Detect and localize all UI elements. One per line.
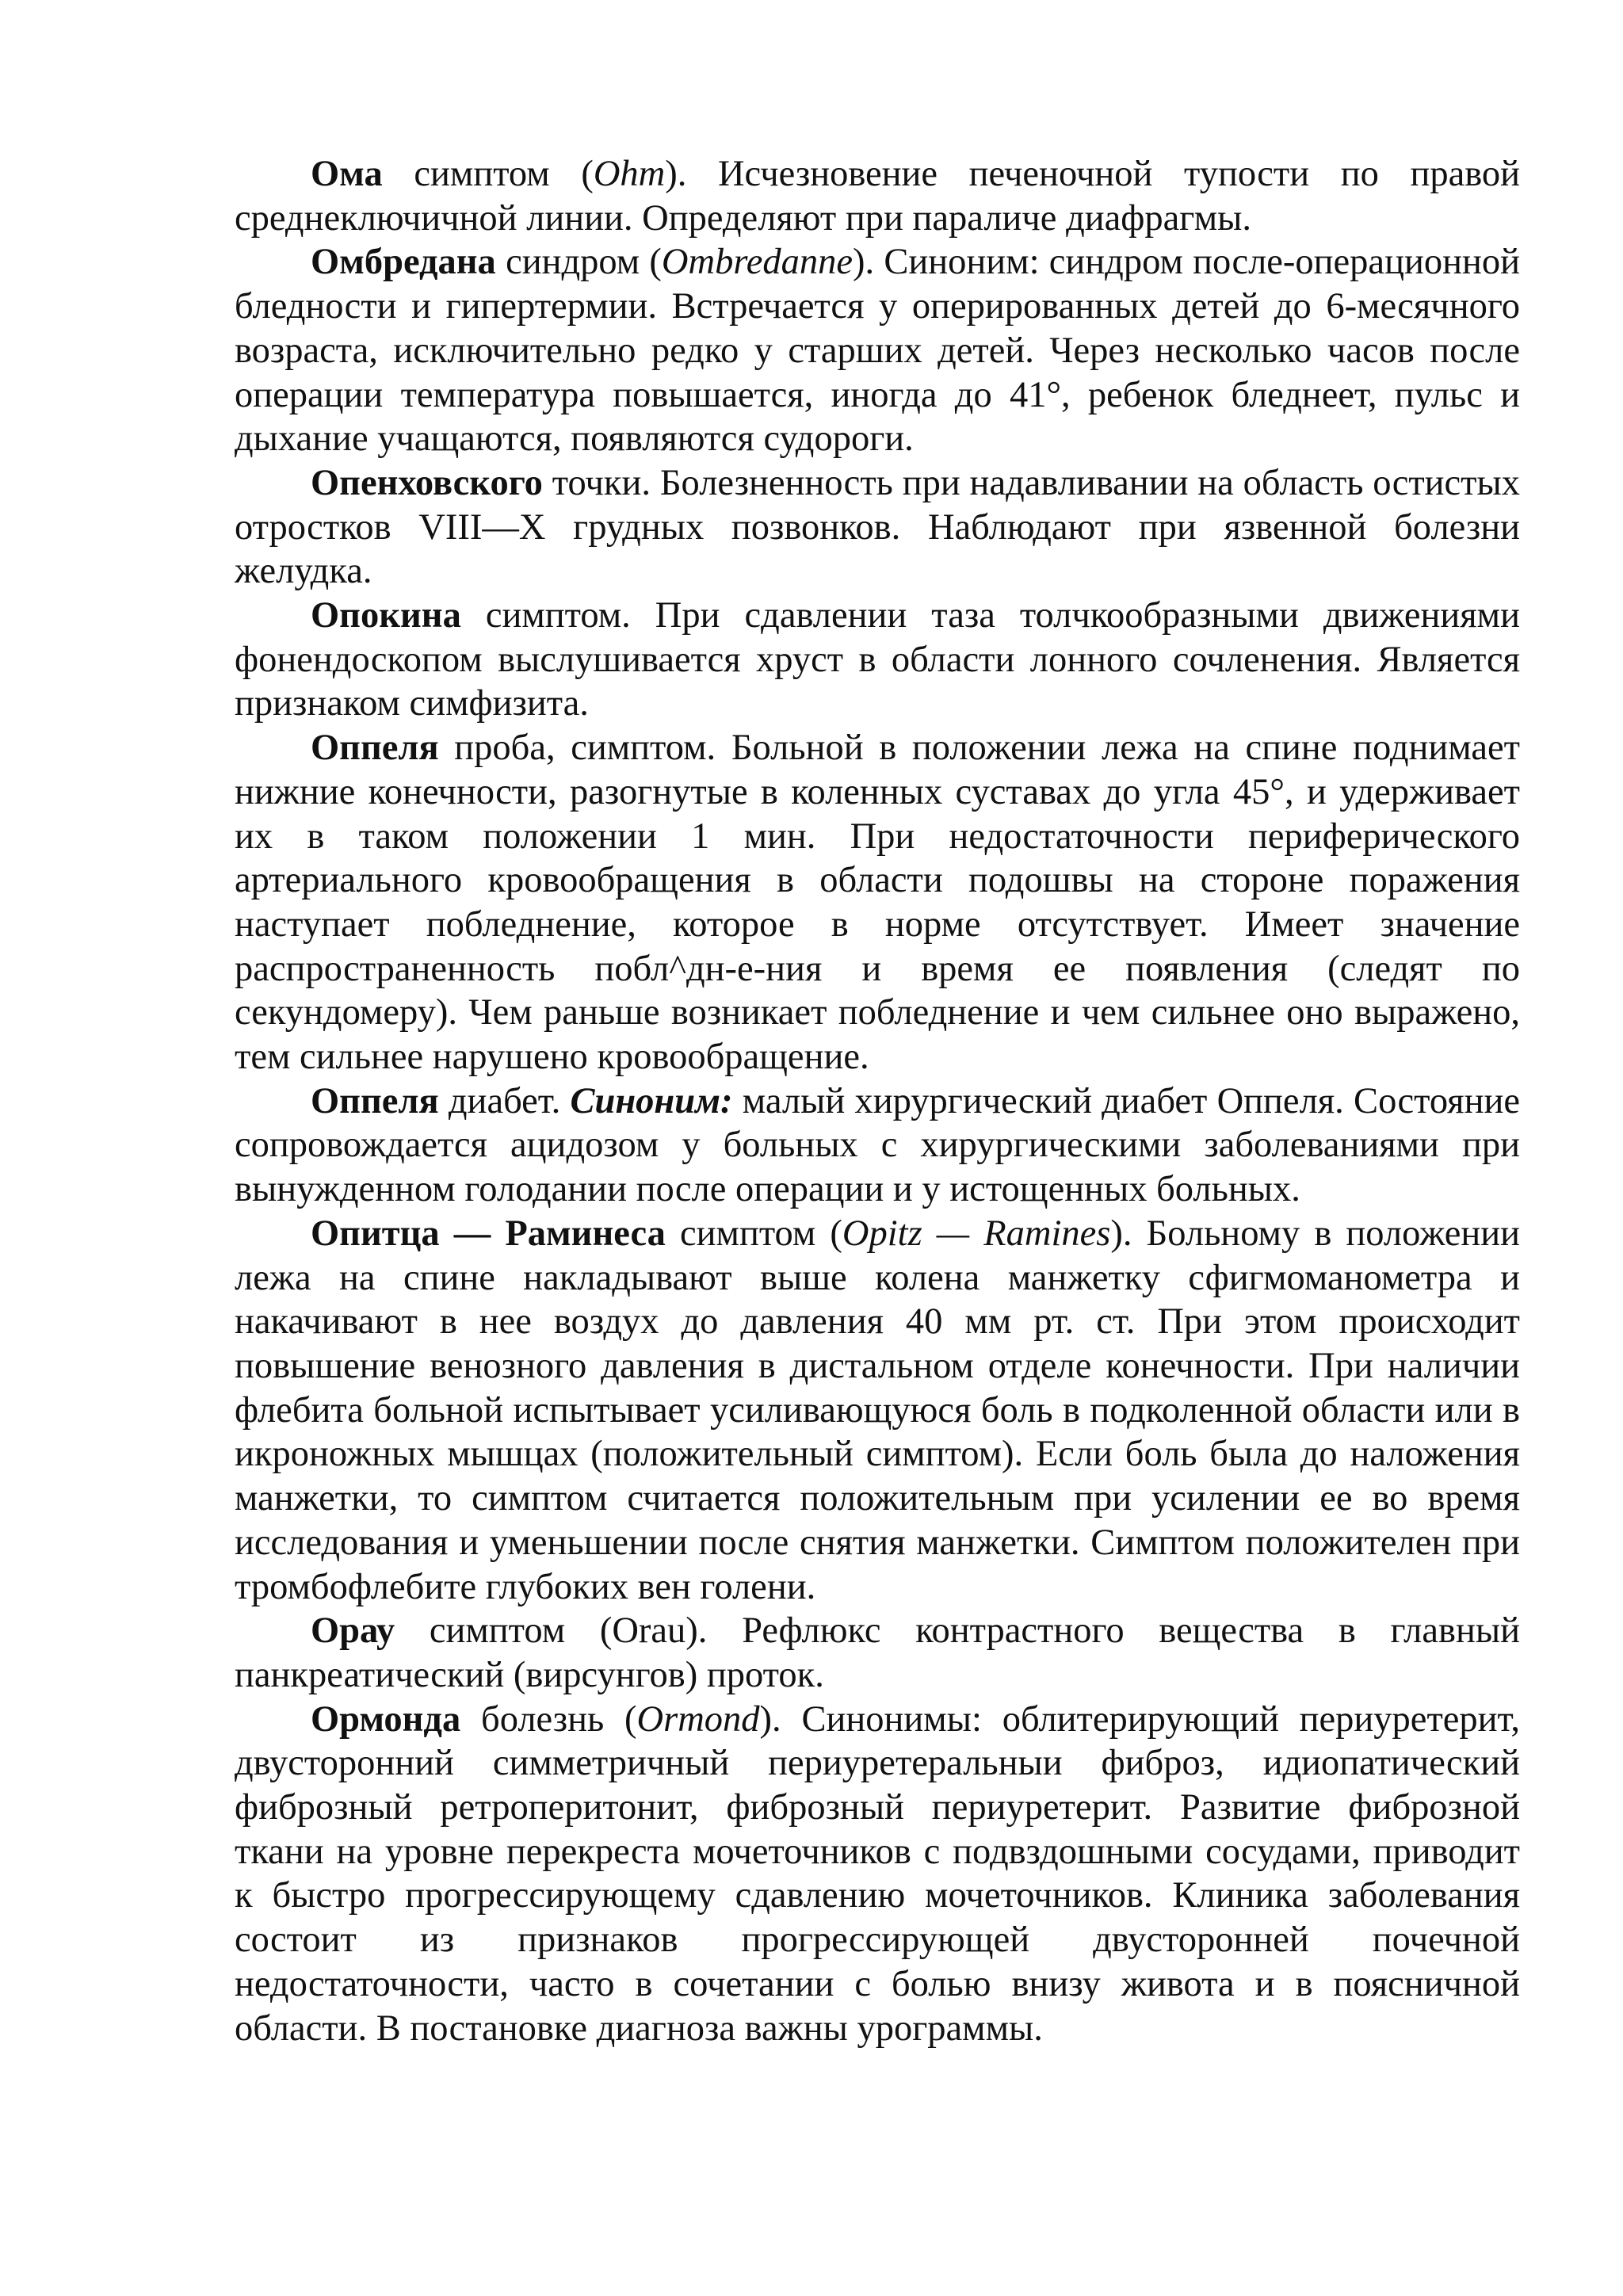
entry-term: Оппеля (311, 1080, 439, 1121)
entry-oppel-diabetes (235, 1079, 1520, 1212)
latin-name: Opitz — Ramines (842, 1213, 1111, 1254)
entry-openkhovsky (235, 461, 1520, 594)
entry-text: ). Синонимы: облитерирующий периуретерит, двусторонний симметричный периуретеральныи фиброз, идиопатический фиброзный ретроперитонит, фиброзный периуретерит. Развитие фиброзной ткани на уровне перекреста мочеточников с подвздошными сосудами, приводит к быстро прогрессирующему сдавлению мочеточников. Клиника заболевания состоит из признаков прогрессирующей двусторонней почечной недостаточности, часто в сочетании с болью внизу живота и в поясничной области. В постановке диагноза важны урограммы. (235, 1698, 1520, 2049)
entry-text: ). Больному в положении лежа на спине накладывают выше колена манжетку сфигмоманометра и накачивают в нее воздух до давления 40 мм рт. ст. При этом происходит повышение венозного давления в дистальном отделе конечности. При наличии флебита больной испытывает усиливающуюся боль в подколенной области или в икроножных мышцах (положительный симптом). Если боль была до наложения манжетки, то симптом считается положительным при усилении ее во время исследования и уменьшении после снятия манжетки. Симптом положителен при тромбофлебите глубоких вен голени. (235, 1213, 1521, 1607)
entry-text: симптом ( (665, 1213, 842, 1254)
entry-text: симптом. При сдавлении таза толчкообразными движениями фонендоскопом выслушивается хруст в области лонного сочленения. Является признаком симфизита. (235, 595, 1520, 724)
entry-term: Орау (311, 1610, 395, 1652)
entry-text: точки. Болезненность при надавливании на область остистых отростков VIII—X грудных позвонков. Наблюдают при язвенной болезни желудка. (235, 462, 1520, 592)
entry-term: Ормонда (311, 1698, 461, 1740)
entry-text: ). Исчезновение печеночной тупости по правой среднеключичной линии. Определяют при параличе диафрагмы. (235, 154, 1520, 239)
entry-ombredanne (235, 240, 1520, 461)
entry-ormond (235, 1698, 1520, 2051)
entry-term: Опокина (311, 595, 461, 636)
entry-opokin (235, 594, 1520, 726)
entry-opitz-ramines (235, 1212, 1520, 1609)
entry-text: малый хирургический диабет Оппеля. Состояние сопровождается ацидозом у больных с хирургическими заболеваниями при вынужденном голодании после операции и у истощенных больных. (235, 1080, 1520, 1210)
document-page (235, 152, 1520, 2050)
entry-text: ). Синоним: синдром после-операционной бледности и гипертермии. Встречается у оперированных детей до 6-месячного возраста, исключительно редко у старших детей. Через несколько часов после операции температура повышается, иногда до 41°, ребенок бледнеет, пульс и дыхание учащаются, появляются судороги. (235, 242, 1520, 460)
entry-term: Омбредана (311, 242, 496, 283)
entry-term: Оппеля (311, 728, 439, 769)
entry-text: проба, симптом. Больной в положении лежа на спине поднимает нижние конечности, разогнутые в коленных суставах до угла 45°, и удерживает их в таком положении 1 мин. При недостаточности периферического артериального кровообращения в области подошвы на стороне поражения наступает побледнение, которое в норме отсутствует. Имеет значение распространенность побл^дн-е-ния и время ее появления (следят по секундомеру). Чем раньше возникает побледнение и чем сильнее оно выражено, тем сильнее нарушено кровообращение. (235, 728, 1520, 1078)
entry-term: Опитца — Раминеса (311, 1213, 666, 1254)
latin-name: Ohm (593, 154, 666, 194)
latin-name: Ombredanne (661, 242, 853, 283)
synonym-keyword: Синоним: (570, 1080, 733, 1121)
entry-term: Опенховского (311, 462, 543, 503)
entry-orau (235, 1609, 1520, 1697)
entry-text: болезнь ( (460, 1698, 637, 1740)
entry-text: симптом ( (382, 154, 594, 194)
latin-name: Ormond (636, 1698, 760, 1740)
entry-text: симптом (Orau). Рефлюкс контрастного вещества в главный панкреатический (вирсунгов) проток. (235, 1610, 1520, 1695)
entry-text: синдром ( (495, 242, 662, 283)
entry-text: диабет. (438, 1080, 571, 1121)
entry-term: Ома (311, 154, 383, 194)
entry-oma (235, 152, 1520, 240)
entry-oppel-test (235, 726, 1520, 1079)
